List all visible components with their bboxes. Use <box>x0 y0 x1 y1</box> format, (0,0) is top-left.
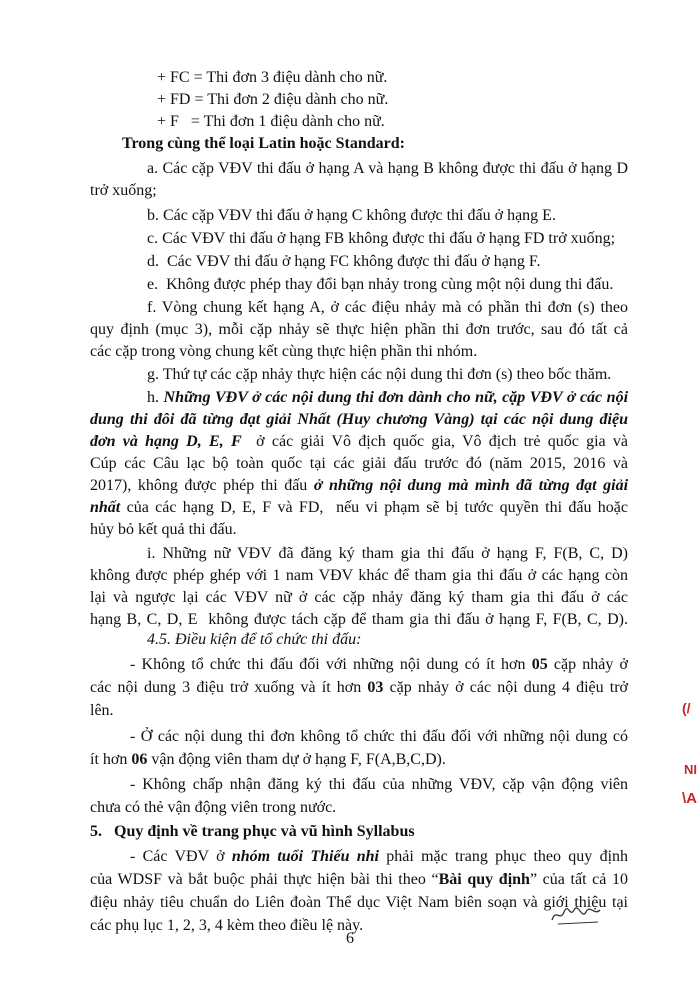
rule-3-line2: chưa có thẻ vận động viên trong nước. <box>90 799 337 816</box>
rule-2-line1: - Ở các nội dung thi đơn không tổ chức thi đấu đối với những nội dung có <box>130 728 628 745</box>
paragraph-a-line2: trở xuống; <box>90 182 157 199</box>
paragraph-g: g. Thứ tự các cặp nhảy thực hiện các nội dung thi đơn (s) theo bốc thăm. <box>147 366 612 383</box>
paragraph-f-line2: quy định (mục 3), mỗi cặp nhảy sẽ thực hiện phần thi đơn trước, sau đó tất cả <box>90 321 628 338</box>
paragraph-h-line6: nhất của các hạng D, E, F và FD, nếu vi phạm sẽ bị tước quyền thi đấu hoặc <box>90 499 628 516</box>
rule-3-line1: - Không chấp nhận đăng ký thi đấu của những VĐV, cặp vận động viên <box>130 776 628 793</box>
section-heading-latin-standard: Trong cùng thể loại Latin hoặc Standard: <box>122 135 406 152</box>
rule-1-line1: - Không tổ chức thi đấu đối với những nội dung có ít hơn 05 cặp nhảy ở <box>130 656 629 673</box>
section-5-line4: các phụ lục 1, 2, 3, 4 kèm theo điều lệ này. <box>90 917 364 934</box>
paragraph-f-line1: f. Vòng chung kết hạng A, ở các điệu nhảy mà có phần thi đơn (s) theo <box>147 299 628 316</box>
paragraph-i-line1: i. Những nữ VĐV đã đăng ký tham gia thi đấu ở hạng F, F(B, C, D) <box>147 545 628 562</box>
paragraph-h-line2: dung thi đôi đã từng đạt giải Nhất (Huy chương Vàng) tại các nội dung điệu <box>90 411 628 428</box>
paragraph-h-line1: h. Những VĐV ở các nội dung thi đơn dành cho nữ, cặp VĐV ở các nội <box>147 389 629 406</box>
rule-2-line2: ít hơn 06 vận động viên tham dự ở hạng F, F(A,B,C,D). <box>90 751 446 768</box>
paragraph-h-line3: đơn và hạng D, E, F ở các giải Vô địch quốc gia, Vô địch trẻ quốc gia và <box>90 433 629 450</box>
paragraph-h-line5: 2017), không được phép thi đấu ở những nội dung mà mình đã từng đạt giải <box>90 477 629 494</box>
stamp-fragment-1: (/ <box>682 700 691 716</box>
signature-mark <box>548 900 608 928</box>
paragraph-a-line1: a. Các cặp VĐV thi đấu ở hạng A và hạng B không được thi đấu ở hạng D <box>147 160 628 177</box>
paragraph-h-line7: hủy bỏ kết quả thi đấu. <box>90 521 237 538</box>
section-5-line1: - Các VĐV ở nhóm tuổi Thiếu nhi phải mặc trang phục theo quy định <box>130 848 629 865</box>
paragraph-h-line4: Cúp các Câu lạc bộ toàn quốc tại các giải đấu trước đó (năm 2015, 2016 và <box>90 455 628 472</box>
paragraph-d: d. Các VĐV thi đấu ở hạng FC không được thi đấu ở hạng F. <box>147 253 541 270</box>
paragraph-e: e. Không được phép thay đổi bạn nhảy trong cùng một nội dung thi đấu. <box>147 276 614 293</box>
paragraph-i-line4: hạng B, C, D, E không được tách cặp để tham gia thi đấu ở hạng F, F(B, C, D). <box>90 611 628 628</box>
subsection-heading-4-5: 4.5. Điều kiện để tổ chức thi đấu: <box>147 631 362 648</box>
paragraph-b: b. Các cặp VĐV thi đấu ở hạng C không được thi đấu ở hạng E. <box>147 207 556 224</box>
section-heading-5: 5. Quy định về trang phục và vũ hình Syllabus <box>90 823 415 840</box>
stamp-fragment-3: \A <box>682 790 697 807</box>
stamp-fragment-2: NI <box>684 762 697 777</box>
list-item-fd: + FD = Thi đơn 2 điệu dành cho nữ. <box>157 91 389 108</box>
section-5-line2: của WDSF và bắt buộc phải thực hiện bài thi theo “Bài quy định” của tất cả 10 <box>90 871 629 888</box>
rule-1-line2: các nội dung 3 điệu trở xuống và ít hơn 03 cặp nhảy ở các nội dung 4 điệu trở <box>90 679 629 696</box>
paragraph-f-line3: các cặp trong vòng chung kết cùng thực hiện phần thi nhóm. <box>90 343 478 360</box>
paragraph-i-line3: lại và ngược lại các VĐV nữ ở các cặp nhảy đăng ký tham gia thi đấu ở các <box>90 589 628 606</box>
list-item-f: + F = Thi đơn 1 điệu dành cho nữ. <box>157 113 385 130</box>
paragraph-c: c. Các VĐV thi đấu ở hạng FB không được thi đấu ở hạng FD trở xuống; <box>147 230 616 247</box>
section-5-line3: điệu nhảy tiêu chuẩn do Liên đoàn Thể dục Việt Nam biên soạn và giới thiệu tại <box>90 894 628 911</box>
rule-1-line3: lên. <box>90 702 114 719</box>
list-item-fc: + FC = Thi đơn 3 điệu dành cho nữ. <box>157 69 388 86</box>
paragraph-i-line2: không được phép ghép với 1 nam VĐV khác để tham gia thi đấu ở các hạng còn <box>90 567 628 584</box>
page-number: 6 <box>346 930 354 947</box>
